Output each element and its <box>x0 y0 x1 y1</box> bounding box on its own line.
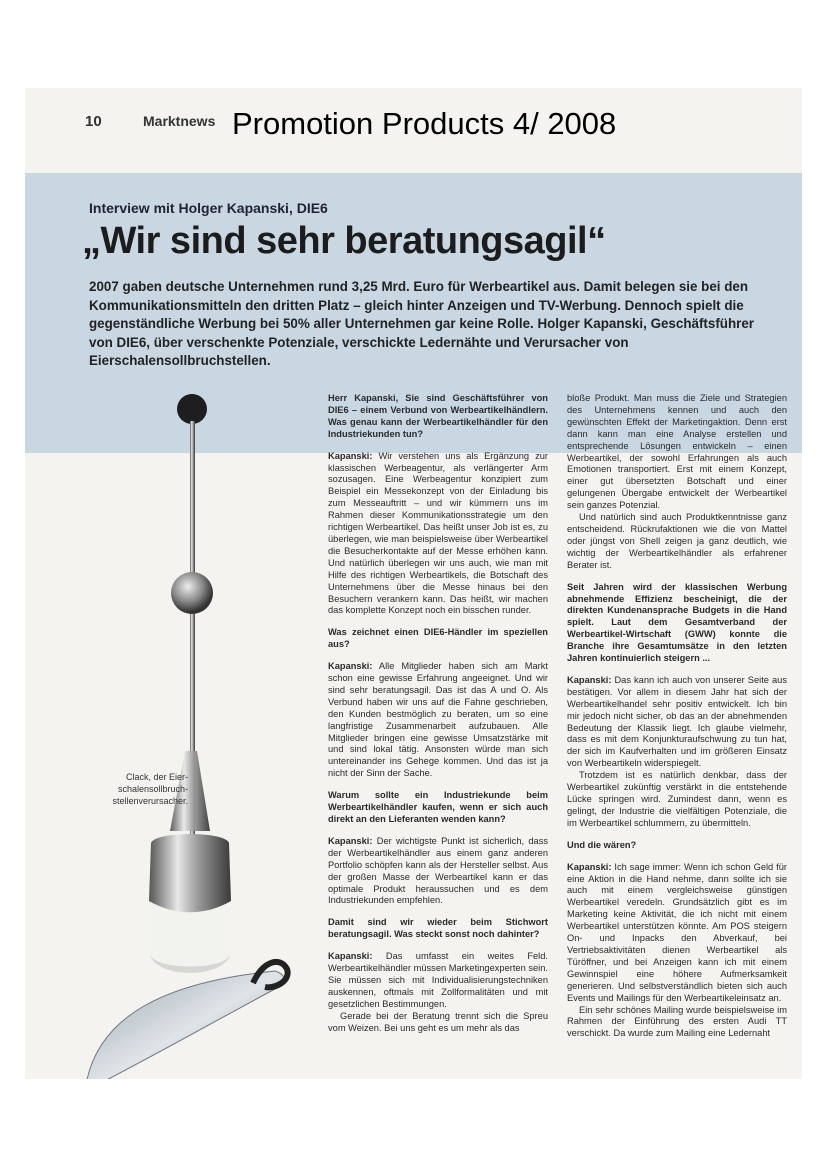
answer-text: Alle Mitglieder haben sich am Markt schon eine gewisse Erfahrung angeeignet. Und wir sind sehr beratungsagil. Das ist das A und O. Als Verbund haben wir uns auf die Fahne geschrieben, den Kunden bestmöglich zu beraten, um so eine langfristige Zusammenarbeit aufzubauen. Alle Mitglieder bringen eine gewisse Umsatzstärke mit und sind lokal tätig. Ansonsten würde man sich untereinander ins Gehege kommen. Und das ist ja nicht der Sinn der Sache. <box>328 661 549 779</box>
interview-question: Herr Kapanski, Sie sind Geschäftsführer von DIE6 – einem Verbund von Werbeartikelhändlern. Was genau kann der Werbeartikelhändler für den Industriekunden tun? <box>328 393 548 439</box>
article-kicker: Interview mit Holger Kapanski, DIE6 <box>89 200 328 216</box>
interview-question: Seit Jahren wird der klassischen Werbung abnehmende Effizienz bescheinigt, die der direkten Kundenansprache Budgets in die Hand spielt. Laut dem Gesamtverband der Werbeartikel-Wirtschaft (GWW) konnte die Branche ihre Gesamtumsätze in den letzten Jahren kontinuierlich steigern ... <box>567 581 787 664</box>
speaker-label: Kapanski: <box>567 861 612 872</box>
interview-question: Was zeichnet einen DIE6-Händler im speziellen aus? <box>328 627 548 650</box>
speaker-label: Kapanski: <box>328 661 373 672</box>
interview-answer <box>328 661 548 780</box>
answer-text: Das umfasst ein weites Feld. Werbeartikelhändler müssen Marketingexperten sein. Sie müssen sich mit Individualisierungstechniken auskennen, oftmals mit Zollformalitäten und mit gesetzlichen Bestimmungen. <box>328 951 548 1009</box>
text-column-1 <box>328 393 548 1045</box>
interview-answer <box>328 951 548 1011</box>
interview-answer <box>567 675 787 770</box>
interview-answer <box>328 451 548 618</box>
text-column-2 <box>567 393 787 1050</box>
image-caption: Clack, der Eier- schalensollbruch- stellenverursacher. <box>112 772 188 806</box>
page-number: 10 <box>85 113 102 130</box>
article-lead: 2007 gaben deutsche Unternehmen rund 3,25 Mrd. Euro für Werbeartikel aus. Damit belegen sie bei den Kommunikationsmitteln den dritten Platz – gleich hinter Anzeigen und TV-Werbung. Dennoch spielt die gegenständliche Werbung bei 50% aller Unternehmen gar keine Rolle. Holger Kapanski, Geschäftsführer von DIE6, über verschenkte Potenziale, verschickte Ledernähte und Verursacher von Eierschalensollbruchstellen. <box>89 279 755 369</box>
interview-answer <box>567 862 787 1005</box>
interview-question: Damit sind wir wieder beim Stichwort beratungsagil. Was steckt sonst noch dahinter? <box>328 917 548 940</box>
overlay-title: Promotion Products 4/ 2008 <box>232 106 617 141</box>
speaker-label: Kapanski: <box>328 450 373 461</box>
answer-text: Der wichtigste Punkt ist sicherlich, dass der Werbeartikelhändler aus einem ganz anderen Portfolio schöpfen kann als der Hersteller selbst. Aus der großen Masse der Werbeartikel kann er das optimale Produkt heraussuchen und es dem Industriekunden empfehlen. <box>328 835 548 906</box>
answer-text: Wir verstehen uns als Ergänzung zur klassischen Werbeagentur, als verlängerter Arm sozusagen. Eine Werbeagentur konzipiert zum Beispiel ein Messekonzept von der Einladung bis zum Messeauftritt – und wir kümmern uns im Rahmen dieser Kommunikationsstrategie um den richtigen Werbeartikel. Das heißt unser Job ist es, zu überlegen, wie man beispielsweise über Werbeartikel die Besucherkontakte auf der Messe erhöhen kann. Und natürlich überlegen wir uns auch, wie man mit Hilfe des richtigen Werbeartikels, die Botschaft des Unternehmens über die Messe hinaus bei den Besuchern verankern kann. Das heißt, wir machen das komplette Konzept noch ein bisschen runder. <box>328 450 548 616</box>
section-label: Marktnews <box>143 113 216 129</box>
answer-paragraph: Ein sehr schönes Mailing wurde beispielsweise im Rahmen der Einführung des ersten Audi TT verschickt. Da wurde zum Mailing eine Ledernaht <box>567 1004 787 1039</box>
answer-paragraph: Und natürlich sind auch Produktkenntnisse ganz entscheidend. Rückrufaktionen wie die von Mattel oder jüngst von Shell zeigen ja ganz deutlich, wie wichtig der Werbeartikelhändler als erfahrener Berater ist. <box>567 512 787 570</box>
interview-question: Und die wären? <box>567 839 637 850</box>
answer-paragraph: bloße Produkt. Man muss die Ziele und Strategien des Unternehmens kennen und auch den gewünschten Effekt der Marketingaktion. Denn erst dann kann man eine Analyse erstellen und entsprechende Lösungen entwickeln – einen Werbeartikel, der sowohl Erfahrungen als auch Emotionen transportiert. Erst mit einem Konzept, einer gut übersetzten Botschaft und einer gelungenen Übergabe entwickelt der Werbeartikel sein ganzes Potenzial. <box>567 393 787 511</box>
answer-paragraph: Trotzdem ist es natürlich denkbar, dass der Werbeartikel zukünftig verstärkt in die entstehende Lücke springen wird. Zumindest dann, wenn es gelingt, der Industrie die vielfältigen Potenziale, die im Werbeartikel schlummern, zu übermitteln. <box>567 770 787 828</box>
speaker-label: Kapanski: <box>567 674 612 685</box>
egg-topper-photo <box>25 371 315 1079</box>
answer-paragraph: Gerade bei der Beratung trennt sich die Spreu vom Weizen. Bei uns geht es um mehr als das <box>328 1010 548 1033</box>
article-headline: „Wir sind sehr beratungsagil“ <box>82 220 606 262</box>
interview-answer <box>328 836 548 907</box>
magazine-page-scan <box>25 88 802 1079</box>
egg-topper-illustration <box>25 371 315 1079</box>
answer-text: Das kann ich auch von unserer Seite aus bestätigen. Vor allem in diesem Jahr hat sich der Werbeartikelhandel sehr positiv entwickelt. Ich bin mir jedoch nicht sicher, ob das an der abnehmenden Bedeutung der Klassik liegt. Ich glaube vielmehr, dass es mit dem Konjunkturaufschwung zu tun hat, der sich im Kaufverhalten und im größeren Einsatz von Werbeartikeln widerspiegelt. <box>567 674 787 769</box>
interview-question: Warum sollte ein Industriekunde beim Werbeartikelhändler kaufen, wenn er sich auch direkt an den Lieferanten wenden kann? <box>328 790 548 824</box>
speaker-label: Kapanski: <box>328 835 373 846</box>
answer-text: Ich sage immer: Wenn ich schon Geld für eine Aktion in die Hand nehme, dann sollte ich sie auch mit einem vergleichsweise günstigen Werbeartikel veredeln. Grundsätzlich gibt es im Marketing keine Aktivität, die ich nicht mit einem Werbeartikel unterstützen könnte. Am POS steigern On- und Inpacks den Abverkauf, bei Vertriebsaktivitäten dienen Werbeartikel als Türöffner, und bei Anzeigen kann ich mit einem Gewinnspiel eine höhere Aufmerksamkeit generieren. Und selbstverständlich bieten sich auch Events und Mailings für den Werbeartikeleinsatz an. <box>567 861 787 1003</box>
speaker-label: Kapanski: <box>328 951 373 962</box>
